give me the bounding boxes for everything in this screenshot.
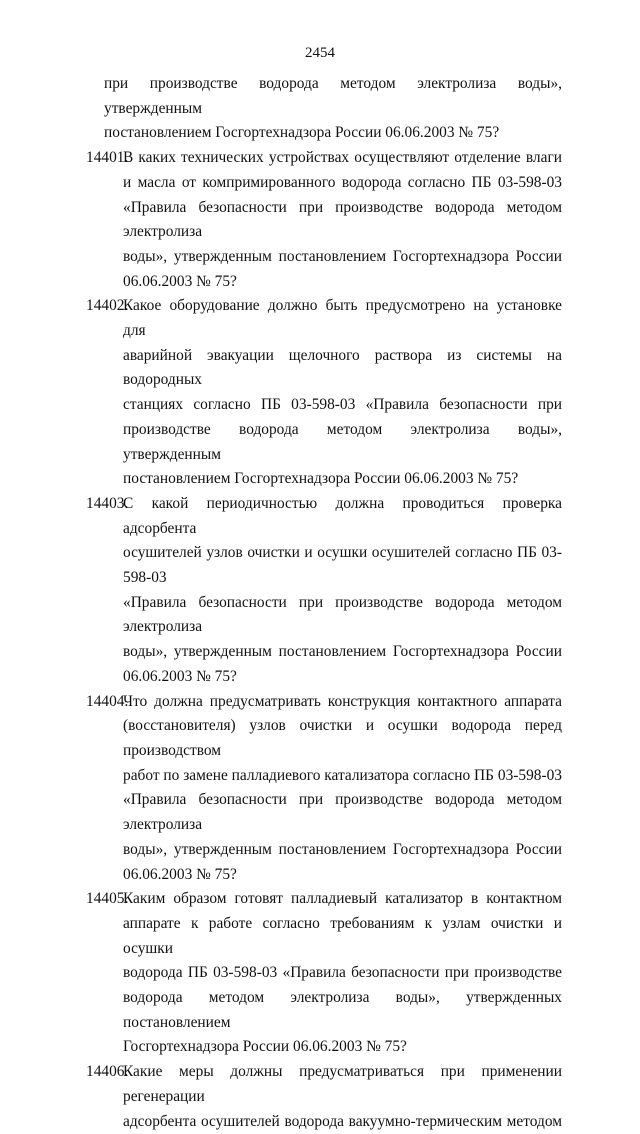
page-number: 2454	[305, 45, 335, 61]
text-line: постановлением Госгортехнадзора России 06.06.2003 № 75?	[123, 470, 519, 488]
page-content	[86, 72, 562, 1134]
question-text	[104, 887, 562, 1060]
text-line: 06.06.2003 № 75?	[123, 272, 237, 290]
question-14403	[86, 492, 562, 690]
question-number: 14405.	[86, 890, 129, 908]
question-14405	[86, 887, 562, 1060]
question-text	[104, 294, 562, 492]
text-line: водорода методом электролиза воды», утвержденных постановлением	[123, 989, 562, 1031]
text-line: воды», утвержденным постановлением Госгортехнадзора России	[123, 643, 562, 661]
text-line: «Правила безопасности при производстве водорода методом электролиза	[123, 791, 562, 834]
question-14406	[86, 1060, 562, 1134]
question-number: 14406.	[86, 1063, 129, 1081]
text-line: работ по замене палладиевого катализатора согласно ПБ 03-598-03	[123, 766, 562, 784]
text-line: аварийной эвакуации щелочного раствора из системы на водородных	[123, 346, 562, 389]
continuation-text	[86, 72, 562, 146]
text-line: Каким образом готовят палладиевый катализатор в контактном	[123, 890, 562, 908]
text-line: осушителей узлов очистки и осушки осушителей согласно ПБ 03-598-03	[123, 544, 562, 587]
question-14404	[86, 690, 562, 888]
text-line: аппарате к работе согласно требованиям к узлам очистки и осушки	[123, 914, 562, 957]
question-14402	[86, 294, 562, 492]
question-number: 14402.	[86, 297, 129, 315]
text-line: Что должна предусматривать конструкция контактного аппарата	[123, 692, 562, 710]
text-line: 06.06.2003 № 75?	[123, 667, 237, 685]
text-line: С какой периодичностью должна проводиться проверка адсорбента	[123, 494, 562, 537]
question-text	[104, 690, 562, 888]
question-14401	[86, 146, 562, 294]
question-text	[104, 146, 562, 294]
question-number: 14403.	[86, 494, 129, 512]
text-line: производстве водорода методом электролиза воды», утвержденным	[123, 420, 562, 463]
question-number: 14404.	[86, 692, 129, 710]
text-line: адсорбента осушителей водорода вакуумно-термическим методом	[123, 1112, 562, 1130]
text-line: при производстве водорода методом электролиза воды», утвержденным	[104, 75, 562, 117]
text-line: воды», утвержденным постановлением Госгортехнадзора России	[123, 840, 562, 858]
question-text	[104, 492, 562, 690]
text-line: 06.06.2003 № 75?	[123, 865, 237, 883]
text-line: водорода ПБ 03-598-03 «Правила безопасности при производстве	[123, 964, 562, 982]
text-line: Какое оборудование должно быть предусмотрено на установке для	[123, 297, 562, 340]
text-line: «Правила безопасности при производстве водорода методом электролиза	[123, 593, 562, 636]
text-line: воды», утвержденным постановлением Госгортехнадзора России	[123, 247, 562, 265]
text-line: и масла от компримированного водорода согласно ПБ 03-598-03	[123, 173, 562, 191]
text-line: Какие меры должны предусматриваться при применении регенерации	[123, 1063, 562, 1105]
text-line: «Правила безопасности при производстве водорода методом электролиза	[123, 198, 562, 241]
text-line: постановлением Госгортехнадзора России 06.06.2003 № 75?	[104, 124, 500, 142]
question-text	[104, 1060, 562, 1134]
question-number: 14401.	[86, 149, 129, 167]
text-line: Госгортехнадзора России 06.06.2003 № 75?	[123, 1038, 407, 1056]
text-line: (восстановителя) узлов очистки и осушки водорода перед производством	[123, 717, 562, 759]
text-line: станциях согласно ПБ 03-598-03 «Правила безопасности при	[123, 396, 562, 414]
text-line: В каких технических устройствах осуществляют отделение влаги	[123, 149, 562, 167]
